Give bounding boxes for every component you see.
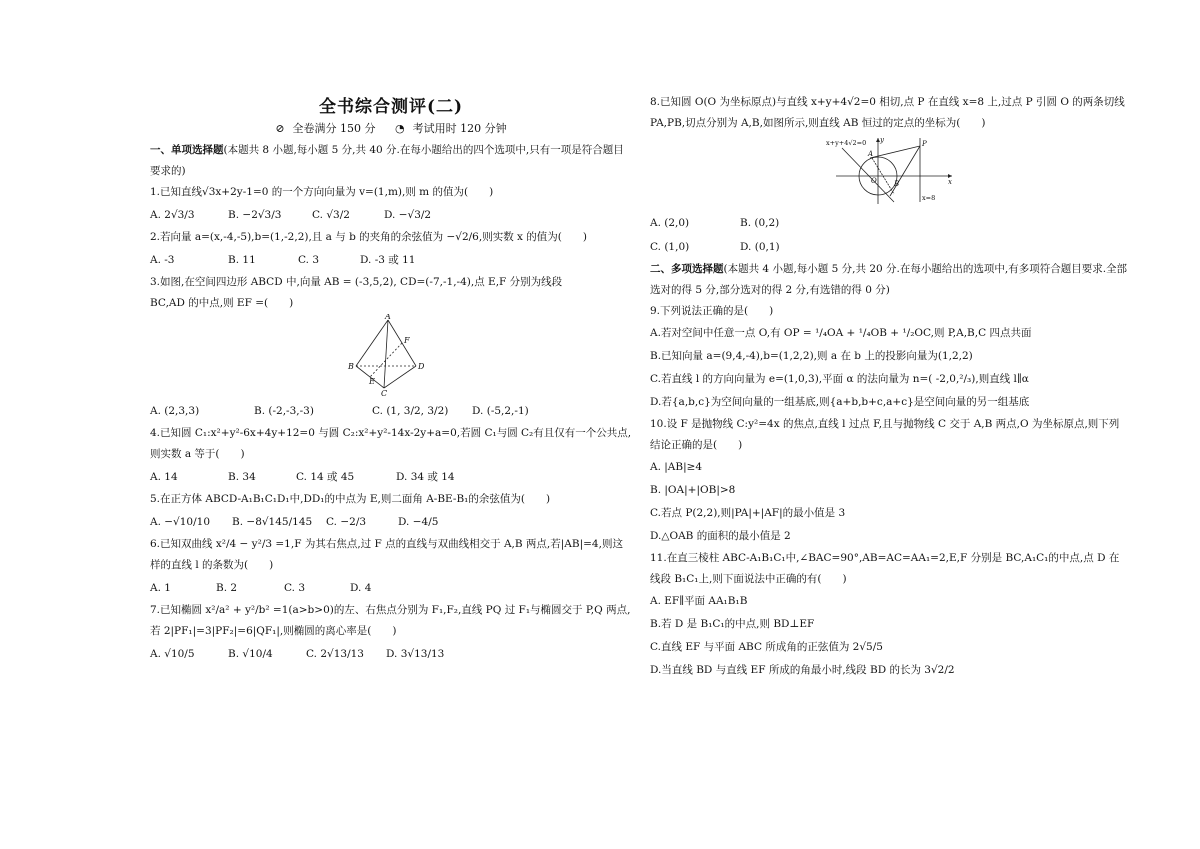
tetrahedron-figure [150,314,632,399]
q3-option-a[interactable]: A. (2,3,3) [150,405,200,417]
section-1-heading: 一、单项选择题(本题共 8 小题,每小题 5 分,共 40 分.在每小题给出的四个选项中,只有一项是符合题目要求的) [150,144,624,177]
q6-option-d[interactable]: D. 4 [350,582,372,594]
q1-option-c[interactable]: C. √3/2 [312,209,350,221]
q10-option-d[interactable]: D.△OAB 的面积的最小值是 2 [650,530,791,542]
q4-option-a[interactable]: A. 14 [150,471,178,483]
q9-option-d[interactable]: D.若{a,b,c}为空间向量的一组基底,则{a+b,b+c,a+c}是空间向量的另一组基底 [650,396,1030,408]
question-2-options [150,248,632,272]
fig-x8-label: x=8 [922,194,936,202]
q6-option-b[interactable]: B. 2 [216,582,238,594]
q1-option-d[interactable]: D. −√3/2 [384,209,432,221]
question-7-options [150,642,632,666]
svg-text:O: O [871,177,877,185]
q11-option-d[interactable]: D.当直线 BD 与直线 EF 所成的角最小时,线段 BD 的长为 3√2/2 [650,664,955,676]
score-icon: ⊘ [275,122,285,135]
q5-option-c[interactable]: C. −2/3 [326,516,367,528]
question-3: 3.如图,在空间四边形 ABCD 中,向量 AB = (-3,5,2), CD=(-7,-1,-4),点 E,F 分别为线段 BC,AD 的中点,则 EF =( ) [150,276,563,309]
exam-info [150,120,632,136]
q2-option-c[interactable]: C. 3 [298,254,320,266]
time-info: ◔ 考试用时 120 分钟 [395,122,507,135]
question-5: 5.在正方体 ABCD-A₁B₁C₁D₁中,DD₁的中点为 E,则二面角 A-BE-B₁的余弦值为( ) [150,493,551,505]
q8-option-a[interactable]: A. (2,0) [650,217,690,229]
question-10: 10.设 F 是抛物线 C:y²=4x 的焦点,直线 l 过点 F,且与抛物线 C 交于 A,B 两点,O 为坐标原点,则下列结论正确的是( ) [650,418,1120,451]
q2-option-b[interactable]: B. 11 [228,254,256,266]
svg-text:C: C [381,389,388,396]
q4-option-c[interactable]: C. 14 或 45 [296,471,355,483]
page-title: 全书综合测评(二) [318,97,464,117]
q7-option-b[interactable]: B. √10/4 [228,648,273,660]
q8-option-d[interactable]: D. (0,1) [740,241,780,253]
question-1-options [150,203,632,227]
circle-tangent-diagram [824,136,954,206]
q5-option-b[interactable]: B. −8√145/145 [232,516,313,528]
question-8-options-row2 [650,235,1128,259]
q11-option-c[interactable]: C.直线 EF 与平面 ABC 所成角的正弦值为 2√5/5 [650,641,883,653]
score-info: ⊘ 全卷满分 150 分 [275,122,376,135]
circle-tangent-figure [650,136,1128,209]
q8-option-c[interactable]: C. (1,0) [650,241,690,253]
q9-option-a[interactable]: A.若对空间中任意一点 O,有 OP = ¹/₄OA + ¹/₄OB + ¹/₂OC,则 P,A,B,C 四点共面 [650,327,1032,339]
q9-option-c[interactable]: C.若直线 l 的方向向量为 e=(1,0,3),平面 α 的法向量为 n=( -2,0,²/₃),则直线 l∥α [650,373,1029,385]
q5-option-d[interactable]: D. −4/5 [398,516,439,528]
q7-option-c[interactable]: C. 2√13/13 [306,648,364,660]
q7-option-d[interactable]: D. 3√13/13 [386,648,445,660]
svg-text:P: P [922,140,927,148]
question-2: 2.若向量 a=(x,-4,-5),b=(1,-2,2),且 a 与 b 的夹角的余弦值为 −√2/6,则实数 x 的值为( ) [150,231,587,243]
tetrahedron-diagram [346,314,436,396]
q2-option-d[interactable]: D. -3 或 11 [360,254,416,266]
svg-text:F: F [404,336,410,345]
svg-text:B: B [894,180,900,188]
question-1: 1.已知直线√3x+2y-1=0 的一个方向向量为 v=(1,m),则 m 的值为( ) [150,186,494,198]
svg-text:D: D [418,362,425,371]
q8-option-b[interactable]: B. (0,2) [740,217,780,229]
q4-option-b[interactable]: B. 34 [228,471,256,483]
question-8: 8.已知圆 O(O 为坐标原点)与直线 x+y+4√2=0 相切,点 P 在直线 x=8 上,过点 P 引圆 O 的两条切线 PA,PB,切点分别为 A,B,如图所示,则直线 AB 恒过的定点的坐标为( ) [650,96,1125,129]
svg-text:x: x [948,178,952,186]
q1-option-b[interactable]: B. −2√3/3 [228,209,282,221]
q5-option-a[interactable]: A. −√10/10 [150,516,211,528]
q1-option-a[interactable]: A. 2√3/3 [150,209,195,221]
clock-icon: ◔ [395,122,405,135]
q10-option-b[interactable]: B. |OA|+|OB|>8 [650,484,736,496]
q6-option-c[interactable]: C. 3 [284,582,306,594]
q11-option-a[interactable]: A. EF∥平面 AA₁B₁B [650,595,748,607]
svg-text:A: A [868,150,874,158]
q3-option-d[interactable]: D. (-5,2,-1) [472,405,529,417]
question-4: 4.已知圆 C₁:x²+y²-6x+4y+12=0 与圆 C₂:x²+y²-14x-2y+a=0,若圆 C₁与圆 C₂有且仅有一个公共点,则实数 a 等于( ) [150,427,632,460]
q10-option-c[interactable]: C.若点 P(2,2),则|PA|+|AF|的最小值是 3 [650,507,846,519]
svg-text:A: A [385,314,391,321]
question-8-options-row1 [650,211,1128,235]
q3-option-c[interactable]: C. (1, 3/2, 3/2) [372,405,449,417]
question-4-options [150,465,632,489]
svg-text:B: B [348,362,354,371]
q11-option-b[interactable]: B.若 D 是 B₁C₁的中点,则 BD⊥EF [650,618,815,630]
q10-option-a[interactable]: A. |AB|≥4 [650,461,703,473]
right-column [650,92,1128,682]
question-11: 11.在直三棱柱 ABC-A₁B₁C₁中,∠BAC=90°,AB=AC=AA₁=2,E,F 分别是 BC,A₁C₁的中点,点 D 在线段 B₁C₁上,则下面说法中正确的有( ) [650,552,1120,585]
question-6-options [150,576,632,600]
question-6: 6.已知双曲线 x²/4 − y²/3 =1,F 为其右焦点,过 F 点的直线与双曲线相交于 A,B 两点,若|AB|=4,则这样的直线 l 的条数为( ) [150,538,623,571]
q4-option-d[interactable]: D. 34 或 14 [396,471,455,483]
q3-option-b[interactable]: B. (-2,-3,-3) [254,405,314,417]
q6-option-a[interactable]: A. 1 [150,582,171,594]
q7-option-a[interactable]: A. √10/5 [150,648,195,660]
svg-text:E: E [369,377,375,386]
q9-option-b[interactable]: B.已知向量 a=(9,4,-4),b=(1,2,2),则 a 在 b 上的投影向量为(1,2,2) [650,350,973,362]
section-2-heading: 二、多项选择题(本题共 4 小题,每小题 5 分,共 20 分.在每小题给出的选项中,有多项符合题目要求.全部选对的得 5 分,部分选对的得 2 分,有选错的得 0 分) [650,263,1128,296]
left-column [150,86,632,666]
question-7: 7.已知椭圆 x²/a² + y²/b² =1(a>b>0)的左、右焦点分别为 F₁,F₂,直线 PQ 过 F₁与椭圆交于 P,Q 两点,若 2|PF₁|=3|PF₂|=6|QF₁|,则椭圆的离心率是( ) [150,604,631,637]
svg-text:y: y [880,136,884,144]
question-5-options [150,510,632,534]
q2-option-a[interactable]: A. -3 [150,254,175,266]
fig-line-label: x+y+4√2=0 [826,139,867,147]
question-3-options [150,399,632,423]
question-9: 9.下列说法正确的是( ) [650,305,774,317]
